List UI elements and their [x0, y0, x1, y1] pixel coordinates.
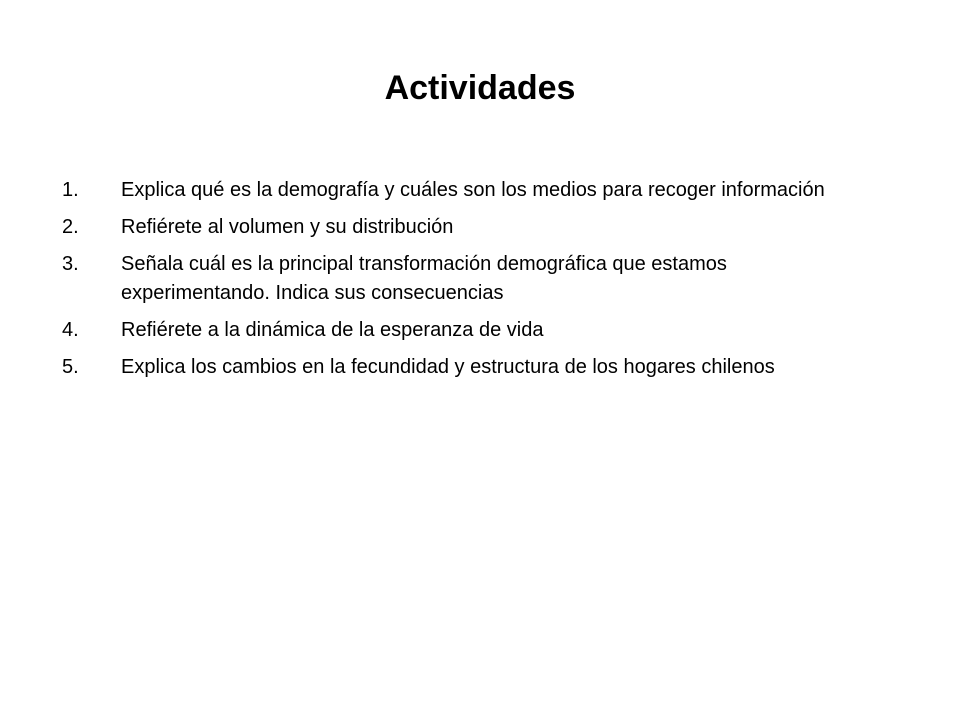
slide-title: Actividades	[384, 69, 576, 107]
list-item-text: Refiérete al volumen y su distribución	[121, 216, 454, 238]
activity-list	[62, 176, 862, 390]
list-item-text: Explica los cambios en la fecundidad y estructura de los hogares chilenos	[121, 356, 775, 378]
list-item	[62, 213, 862, 242]
list-item-number: 2.	[62, 216, 79, 238]
list-item-number: 5.	[62, 356, 79, 378]
list-item-text: Refiérete a la dinámica de la esperanza de vida	[121, 319, 544, 341]
list-item-number: 3.	[62, 253, 79, 275]
list-item-number: 4.	[62, 319, 79, 341]
list-item-number: 1.	[62, 179, 79, 201]
list-item	[62, 250, 862, 308]
list-item	[62, 316, 862, 345]
list-item-text: Señala cuál es la principal transformación demográfica que estamos experimentando. Indica sus consecuencias	[121, 253, 727, 304]
list-item	[62, 353, 862, 382]
list-item	[62, 176, 862, 205]
list-item-text: Explica qué es la demografía y cuáles son los medios para recoger información	[121, 179, 825, 201]
